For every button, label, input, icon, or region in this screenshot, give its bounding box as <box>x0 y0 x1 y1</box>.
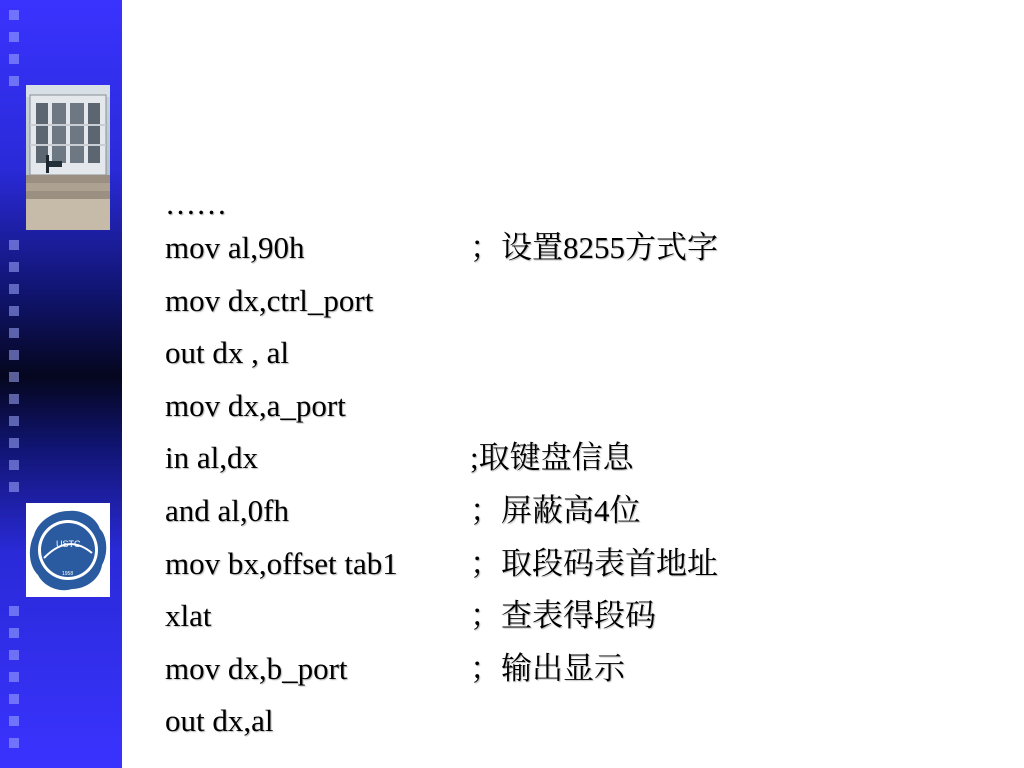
decorative-square <box>9 240 19 250</box>
decorative-square <box>9 328 19 338</box>
code-comment: ;取键盘信息 <box>470 440 634 476</box>
decorative-square <box>9 76 19 86</box>
decorative-sidebar <box>0 0 122 768</box>
decorative-square <box>9 394 19 404</box>
code-instruction: in al,dx <box>165 440 258 476</box>
logo-year: 1958 <box>62 571 74 577</box>
decorative-square <box>9 672 19 682</box>
code-instruction: and al,0fh <box>165 492 289 528</box>
decorative-square <box>9 32 19 42</box>
decorative-square <box>9 694 19 704</box>
code-instruction: mov dx,ctrl_port <box>165 282 374 318</box>
code-comment: ；查表得段码 <box>470 598 656 634</box>
logo-text: USTC <box>56 539 81 549</box>
code-comment: ；取段码表首地址 <box>470 545 718 581</box>
code-instruction: mov dx,b_port <box>165 650 348 686</box>
decorative-square <box>9 306 19 316</box>
code-instruction: …… <box>165 186 227 221</box>
decorative-square <box>9 482 19 492</box>
code-comment: ；屏蔽高4位 <box>470 492 641 528</box>
decorative-square <box>9 716 19 726</box>
decorative-square <box>9 350 19 360</box>
decorative-square <box>9 10 19 20</box>
decorative-square <box>9 416 19 426</box>
code-comment: ；设置8255方式字 <box>470 230 718 265</box>
building-photo <box>26 85 110 230</box>
decorative-square <box>9 438 19 448</box>
decorative-square <box>9 460 19 470</box>
code-instruction: mov bx,offset tab1 <box>165 545 398 581</box>
code-comment: ；输出显示 <box>470 650 625 686</box>
decorative-square <box>9 650 19 660</box>
decorative-square <box>9 372 19 382</box>
code-instruction: xlat <box>165 598 212 634</box>
code-instruction: out dx , al <box>165 335 289 371</box>
decorative-square <box>9 284 19 294</box>
university-logo <box>26 503 110 597</box>
decorative-square <box>9 606 19 616</box>
decorative-square <box>9 262 19 272</box>
decorative-square <box>9 54 19 64</box>
code-instruction: mov al,90h <box>165 230 305 265</box>
decorative-square <box>9 628 19 638</box>
code-instruction: mov dx,a_port <box>165 387 346 423</box>
code-instruction: out dx,al <box>165 703 274 739</box>
decorative-square <box>9 738 19 748</box>
